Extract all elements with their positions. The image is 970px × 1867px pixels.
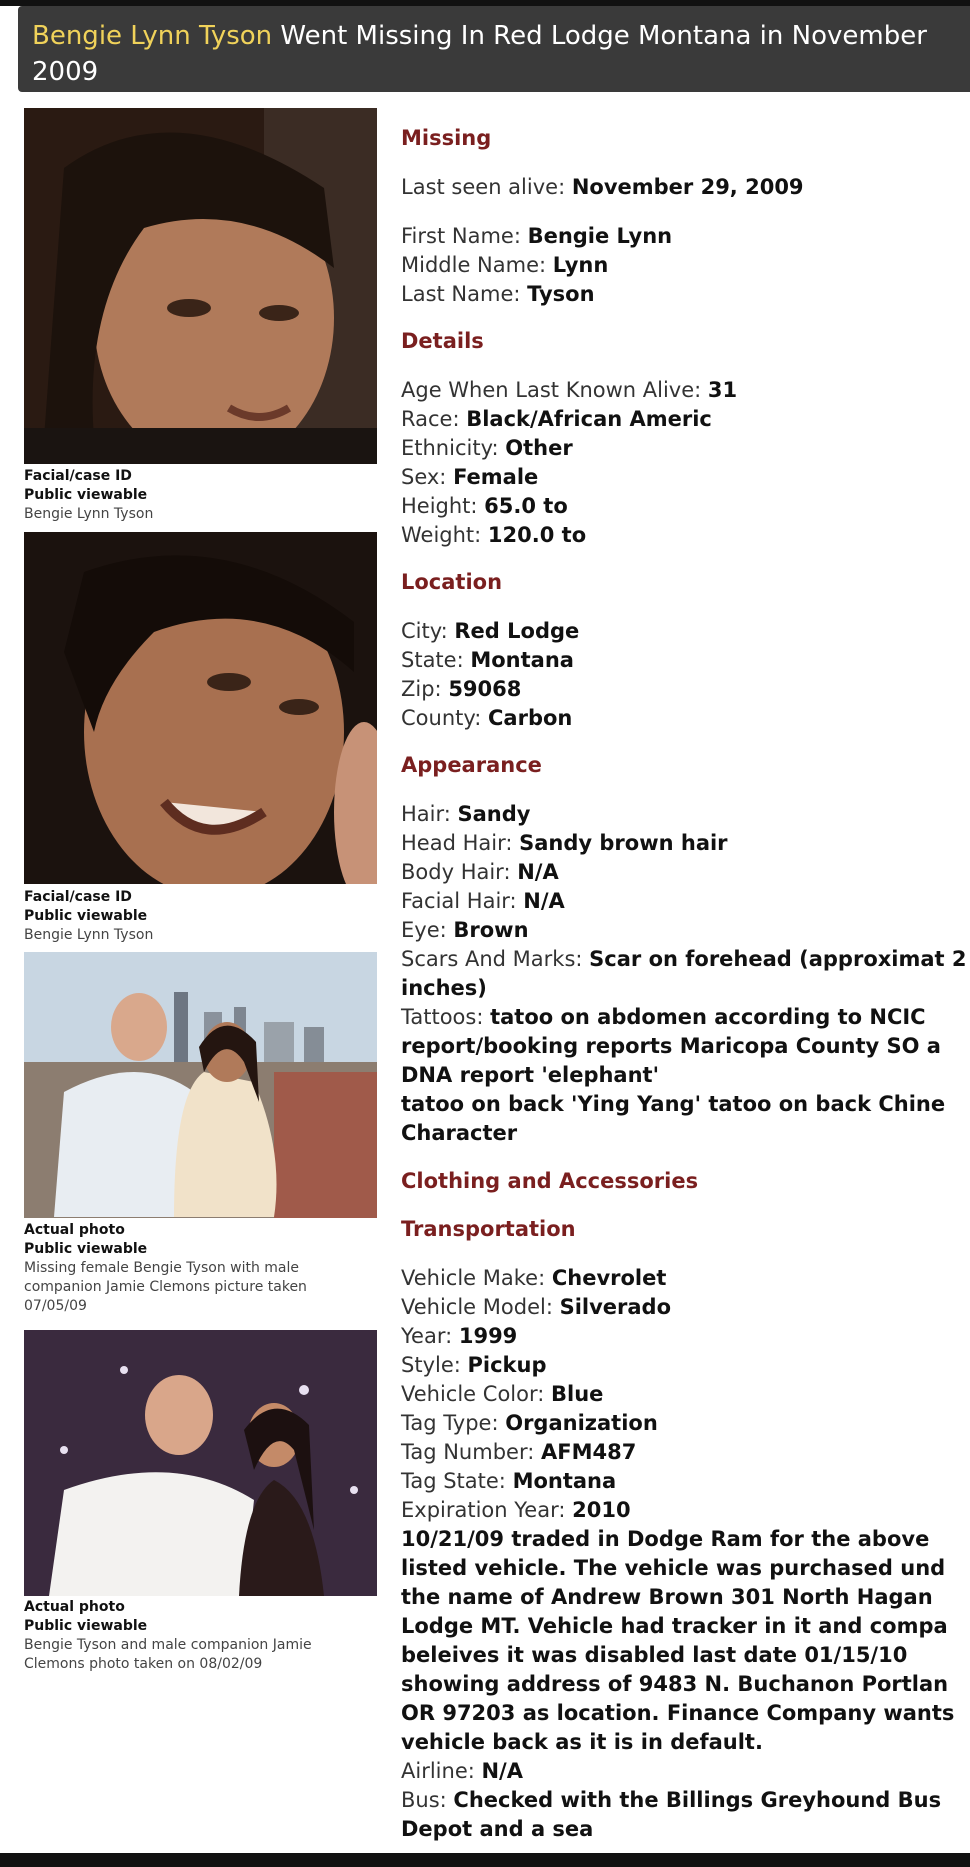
vehicle-make-row: Vehicle Make: Chevrolet [401,1266,667,1290]
caption-type: Actual photo [24,1599,125,1615]
actual-photo-2 [24,1330,377,1596]
tag-type-row: Tag Type: Organization [401,1411,658,1435]
section-transportation-heading: Transportation [401,1217,576,1241]
expiration-year-row: Expiration Year: 2010 [401,1498,631,1522]
section-missing-heading: Missing [401,126,492,150]
last-name-row: Last Name: Tyson [401,282,595,306]
height-row: Height: 65.0 to [401,494,568,518]
actual-photo-1 [24,952,377,1218]
caption-type: Facial/case ID [24,468,132,484]
tattoos-extra-row: tatoo on back 'Ying Yang' tatoo on back Chine Character [401,1092,946,1145]
sex-row: Sex: Female [401,465,539,489]
facial-photo-2 [24,532,377,884]
age-row: Age When Last Known Alive: 31 [401,378,738,402]
city-row: City: Red Lodge [401,619,580,643]
facial-photo-1 [24,108,377,464]
caption-type: Facial/case ID [24,889,132,905]
section-clothing-heading: Clothing and Accessories [401,1169,699,1193]
caption-description: Missing female Bengie Tyson with male companion Jamie Clemons picture taken 07/05/09 [24,1260,307,1314]
scars-row: Scars And Marks: Scar on forehead (approximat 2 inches) [401,947,967,1000]
section-details-heading: Details [401,329,484,353]
page-title-bar [18,6,970,92]
caption-visibility: Public viewable [24,487,148,503]
style-row: Style: Pickup [401,1353,547,1377]
race-row: Race: Black/African Americ [401,407,712,431]
airline-row: Airline: N/A [401,1759,523,1783]
body-hair-row: Body Hair: N/A [401,860,559,884]
hair-row: Hair: Sandy [401,802,531,826]
vehicle-color-row: Vehicle Color: Blue [401,1382,604,1406]
case-details [401,124,970,1844]
middle-name-row: Middle Name: Lynn [401,253,609,277]
photo-2-caption [24,888,374,945]
vehicle-model-row: Vehicle Model: Silverado [401,1295,672,1319]
photo-3-caption [24,1221,374,1316]
first-name-row: First Name: Bengie Lynn [401,224,673,248]
title-text: Went Missing In Red Lodge Montana in November 2009 [32,21,927,87]
year-row: Year: 1999 [401,1324,518,1348]
photo-4-caption [24,1598,374,1674]
weight-row: Weight: 120.0 to [401,523,587,547]
caption-description: Bengie Lynn Tyson [24,927,154,943]
state-row: State: Montana [401,648,574,672]
title-person-name: Bengie Lynn Tyson [32,21,273,51]
facial-hair-row: Facial Hair: N/A [401,889,565,913]
photo-1-caption [24,467,374,524]
county-row: County: Carbon [401,706,573,730]
section-appearance-heading: Appearance [401,753,542,777]
caption-visibility: Public viewable [24,1241,148,1257]
head-hair-row: Head Hair: Sandy brown hair [401,831,728,855]
transportation-notes: 10/21/09 traded in Dodge Ram for the above listed vehicle. The vehicle was purchased und the name of Andrew Brown 301 North Hagan Lodge MT. Vehicle had tracker in it and compa beleives it was disabled last date 01/15/10 showing address of 9483 N. Buchanon Portlan OR 97203 as location. Finance Company wants vehicle back as it is in default. [401,1527,955,1754]
caption-type: Actual photo [24,1222,125,1238]
tattoos-row: Tattoos: tatoo on abdomen according to NCIC report/booking reports Maricopa County SO a DNA report 'elephant' [401,1005,941,1087]
caption-description: Bengie Tyson and male companion Jamie Clemons photo taken on 08/02/09 [24,1637,312,1672]
last-seen-row: Last seen alive: November 29, 2009 [401,175,804,199]
zip-row: Zip: 59068 [401,677,522,701]
ethnicity-row: Ethnicity: Other [401,436,573,460]
caption-visibility: Public viewable [24,1618,148,1634]
section-location-heading: Location [401,570,503,594]
eye-row: Eye: Brown [401,918,529,942]
bottom-border [0,1853,970,1867]
tag-number-row: Tag Number: AFM487 [401,1440,637,1464]
tag-state-row: Tag State: Montana [401,1469,617,1493]
caption-description: Bengie Lynn Tyson [24,506,154,522]
caption-visibility: Public viewable [24,908,148,924]
bus-row: Bus: Checked with the Billings Greyhound Bus Depot and a sea [401,1788,942,1841]
